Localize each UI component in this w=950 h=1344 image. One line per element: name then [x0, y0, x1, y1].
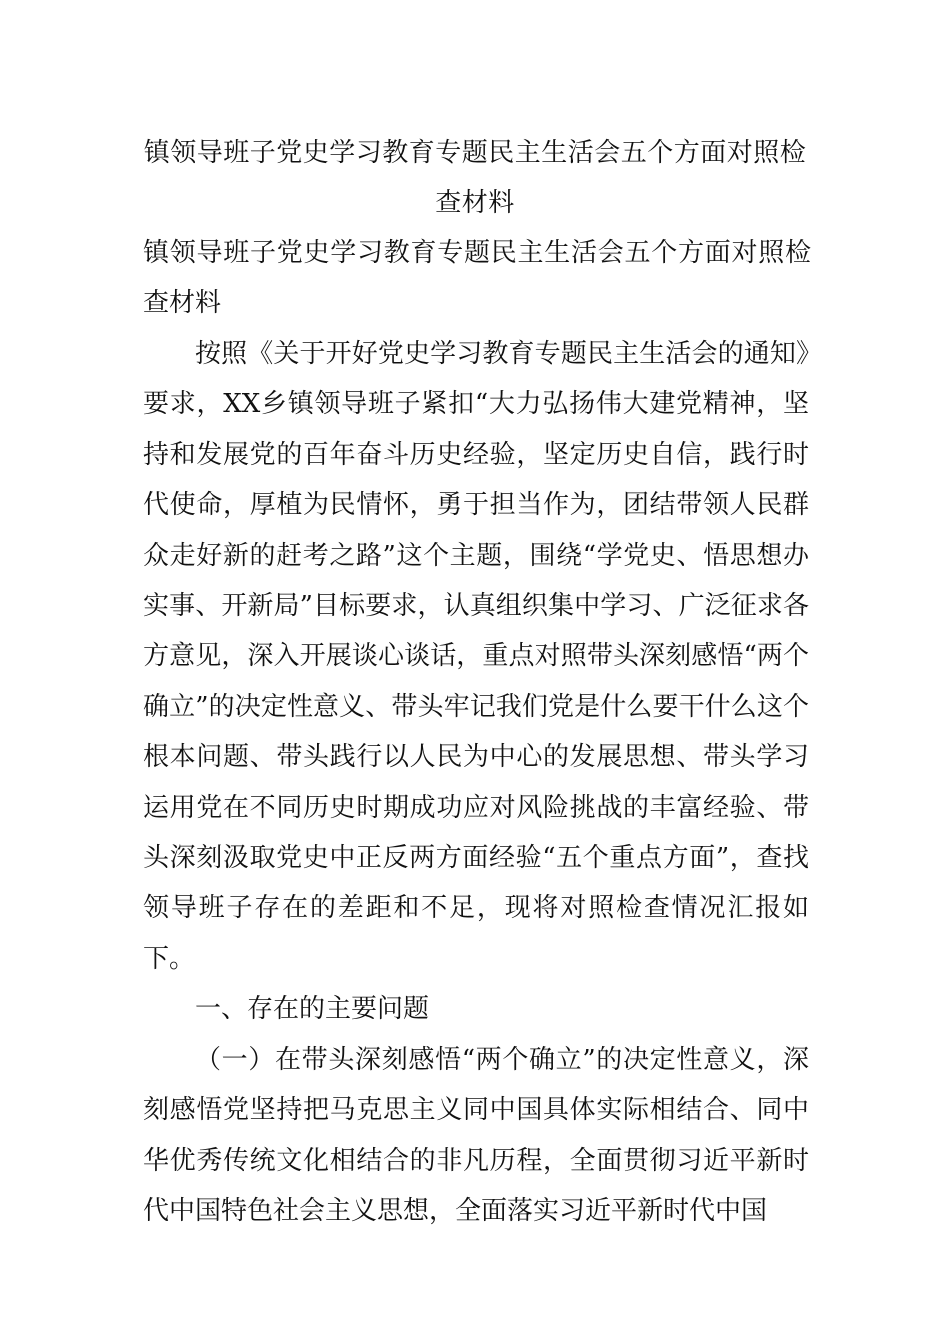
document-body [143, 329, 809, 1236]
section-heading: 一、存在的主要问题 [195, 994, 430, 1025]
subsection-paragraph: （一）在带头深刻感悟“两个确立”的决定性意义，深刻感悟党坚持把马克思主义同中国具体实际相结合、同中华优秀传统文化相结合的非凡历程，全面贯彻习近平新时代中国特色社会主义思想，全面落实习近平新时代中国 [143, 1044, 809, 1226]
document-title: 镇领导班子党史学习教育专题民主生活会五个方面对照检查材料 [143, 138, 807, 218]
document-subtitle: 镇领导班子党史学习教育专题民主生活会五个方面对照检查材料 [143, 238, 811, 318]
intro-paragraph: 按照《关于开好党史学习教育专题民主生活会的通知》要求，XX乡镇领导班子紧扣“大力弘扬伟大建党精神，坚持和发展党的百年奋斗历史经验，坚定历史自信，践行时代使命，厚植为民情怀，勇于担当作为，团结带领人民群众走好新的赶考之路”这个主题，围绕“学党史、悟思想办实事、开新局”目标要求，认真组织集中学习、广泛征求各方意见，深入开展谈心谈话，重点对照带头深刻感悟“两个确立”的决定性意义、带头牢记我们党是什么要干什么这个根本问题、带头践行以人民为中心的发展思想、带头学习运用党在不同历史时期成功应对风险挑战的丰富经验、带头深刻汲取党史中正反两方面经验“五个重点方面”，查找领导班子存在的差距和不足，现将对照检查情况汇报如下。 [143, 339, 809, 974]
